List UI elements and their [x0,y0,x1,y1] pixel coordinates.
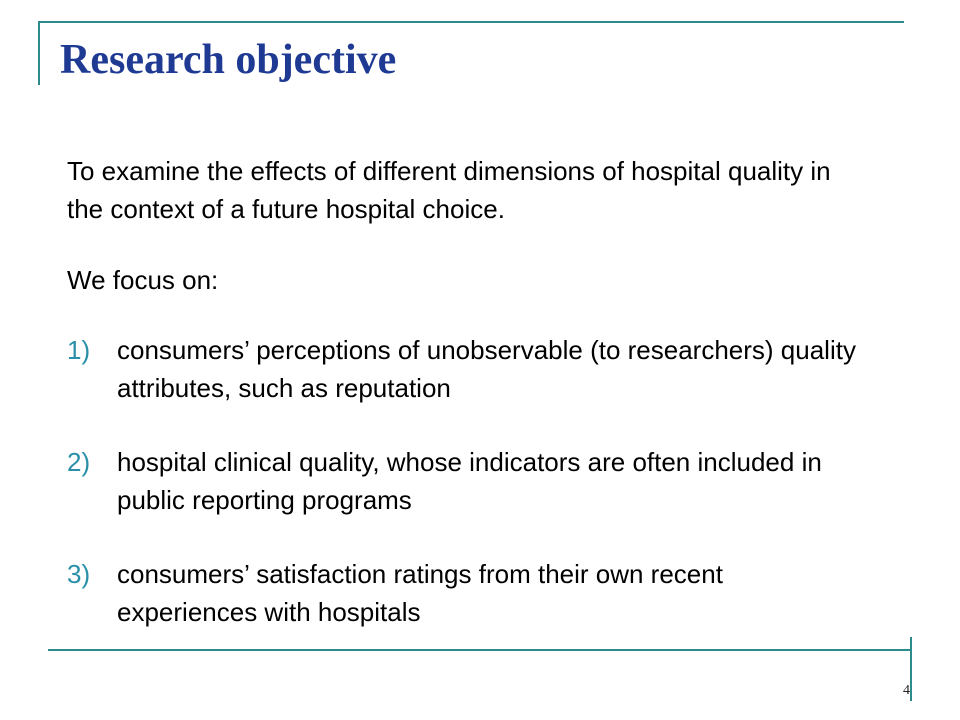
left-accent-line [38,21,40,85]
slide-title: Research objective [60,37,397,83]
list-item-text: consumers’ perceptions of unobservable (to researchers) quality attributes, such as reputation [117,335,856,403]
list-item-number: 1) [67,335,91,365]
right-accent-line [910,637,912,701]
bottom-divider-line [48,649,912,651]
top-divider-line [40,21,904,23]
list-item-text: consumers’ satisfaction ratings from their own recent experiences with hospitals [117,559,723,627]
list-item-number: 3) [67,559,91,589]
page-number: 4 [903,683,910,698]
list-item-number: 2) [67,447,91,477]
focus-label: We focus on: [67,265,219,295]
list-item-text: hospital clinical quality, whose indicators are often included in public reporting programs [117,447,822,515]
intro-paragraph: To examine the effects of different dimensions of hospital quality in the context of a future hospital choice. [67,156,831,224]
